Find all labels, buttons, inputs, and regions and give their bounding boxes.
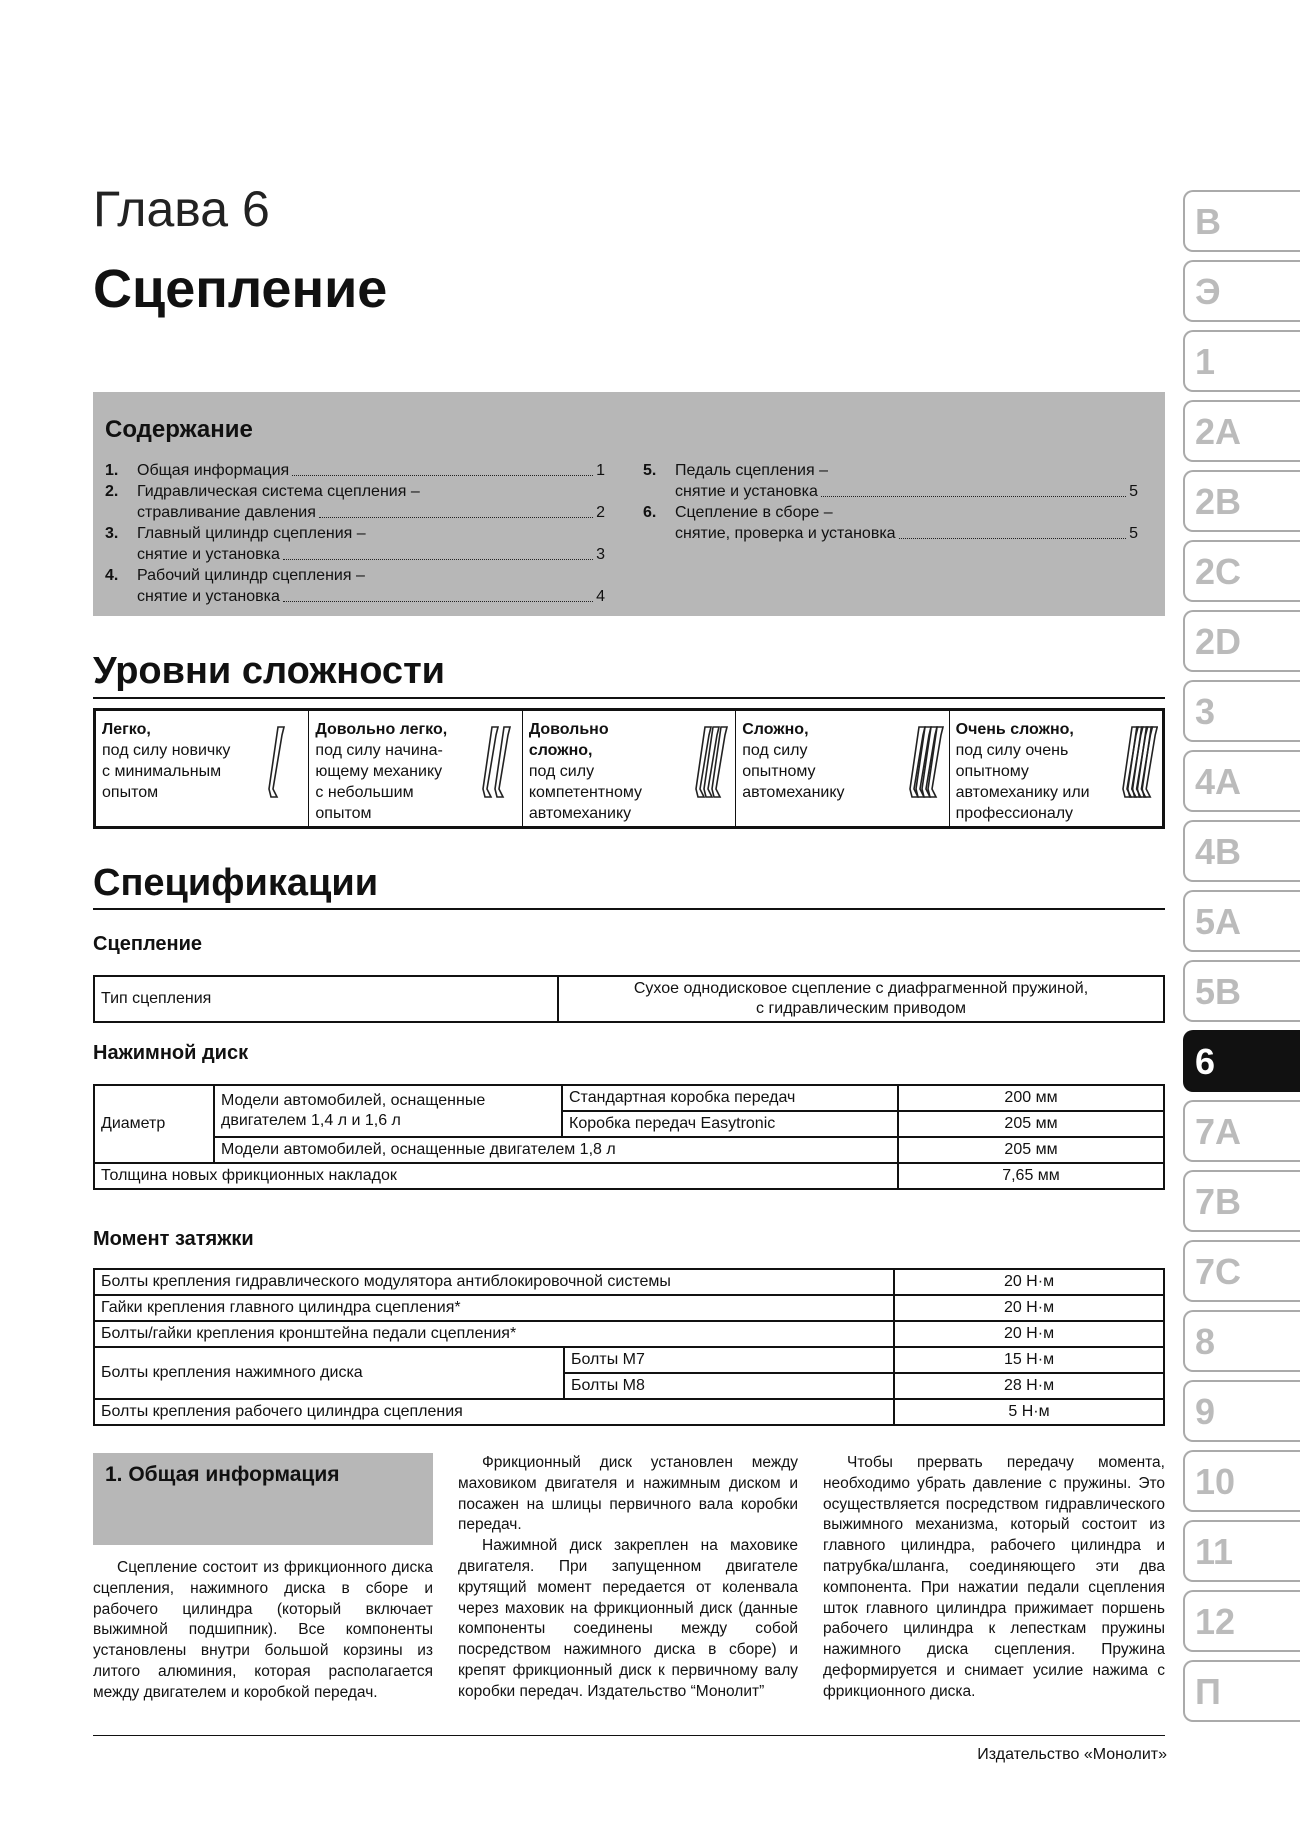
toc-item-line (137, 460, 605, 481)
toc-item-title: Общая информация (137, 462, 290, 479)
leader-dots (821, 481, 1126, 497)
difficulty-desc: профессионалу (955, 805, 1074, 822)
tab-1[interactable]: 1 (1183, 330, 1300, 392)
easytronic-label: Коробка передач Easytronic (562, 1111, 898, 1137)
difficulty-desc: с минимальным (102, 763, 222, 780)
toc-item-text: Главный цилиндр сцепления – (137, 525, 366, 542)
clutch-type-label: Тип сцепления (94, 976, 558, 1022)
difficulty-rule (93, 697, 1165, 699)
tab-2B[interactable]: 2B (1183, 470, 1300, 532)
difficulty-desc: под силу новичку (102, 742, 231, 759)
leader-dots (283, 544, 593, 560)
difficulty-level (522, 711, 735, 826)
table-row (94, 1269, 1164, 1295)
difficulty-desc: под силу очень (955, 742, 1069, 759)
tab-4B[interactable]: 4B (1183, 820, 1300, 882)
toc-item-page: 5 (1129, 483, 1138, 500)
toc-item[interactable] (105, 565, 605, 607)
toc-item-number: 6. (643, 504, 657, 521)
toc-item-number: 4. (105, 567, 119, 584)
models-14-16: Модели автомобилей, оснащенные двигателем 1,4 л и 1,6 л (214, 1085, 562, 1137)
difficulty-desc: опытному (742, 763, 816, 780)
tab-4A[interactable]: 4A (1183, 750, 1300, 812)
wrench-icon (909, 723, 945, 801)
torque-label: Болты крепления гидравлического модулятора антиблокировочной системы (94, 1269, 894, 1295)
tab-9[interactable]: 9 (1183, 1380, 1300, 1442)
table-row (94, 1163, 1164, 1189)
difficulty-desc: опытом (102, 784, 159, 801)
section-title: 1. Общая информация (105, 1463, 340, 1486)
difficulty-desc: автомеханику или (955, 784, 1090, 801)
clutch-type-value-line-1: Сухое однодисковое сцепление с диафрагменной пружиной, (633, 980, 1089, 997)
table-row (94, 1085, 1164, 1111)
footer-rule (93, 1735, 1165, 1736)
torque-subheading: Момент затяжки (93, 1228, 254, 1250)
text-column-2 (458, 1453, 798, 1703)
tab-В[interactable]: В (1183, 190, 1300, 252)
toc-item-title: снятие и установка (137, 588, 280, 605)
tab-7C[interactable]: 7C (1183, 1240, 1300, 1302)
clutch-table (93, 975, 1165, 1023)
difficulty-label: Легко, (102, 721, 151, 738)
wrench-icon (268, 723, 304, 801)
wrench-icon (1122, 723, 1158, 801)
toc-item[interactable] (105, 460, 605, 481)
toc-right-column (643, 460, 1138, 544)
toc-item-text: Гидравлическая система сцепления – (137, 483, 420, 500)
difficulty-desc: опытом (315, 805, 372, 822)
section-heading-box (93, 1453, 433, 1545)
toc-item-text: Сцепление в сборе – (675, 504, 833, 521)
models-18-value: 205 мм (898, 1137, 1164, 1163)
footer-publisher: Издательство «Монолит» (977, 1746, 1167, 1763)
difficulty-desc: компетентному (528, 784, 643, 801)
toc-item-title: стравливание давления (137, 504, 316, 521)
paragraph: Чтобы прервать передачу момента, необходимо убрать давление с пружины. Это осуществляется посредством гидравлического выжимного механизма, который состоит из главного цилиндра, рабочего цилиндра и патрубка/шланга, соединяющего эти два компонента. При нажатии педали сцепления шток главного цилиндра прижимает поршень рабочего цилиндра к лепесткам пружины нажимного диска сцепления. Пружина деформируется и снимает усилие нажима с фрикционного диска. (823, 1454, 1165, 1700)
difficulty-label: Сложно, (742, 721, 809, 738)
tab-8[interactable]: 8 (1183, 1310, 1300, 1372)
tab-2C[interactable]: 2C (1183, 540, 1300, 602)
toc-item-title: снятие, проверка и установка (675, 525, 896, 542)
difficulty-label: Довольно (528, 721, 609, 738)
tab-5B[interactable]: 5B (1183, 960, 1300, 1022)
toc-item-number: 2. (105, 483, 119, 500)
torque-sublabel: Болты М8 (564, 1373, 894, 1399)
toc-item-line (675, 481, 1138, 502)
toc-item-line (137, 502, 605, 523)
torque-value: 20 Н·м (894, 1295, 1164, 1321)
toc-item-page: 3 (596, 546, 605, 563)
toc-item[interactable] (105, 523, 605, 565)
tab-7A[interactable]: 7A (1183, 1100, 1300, 1162)
difficulty-level (949, 711, 1162, 826)
tab-6[interactable]: 6 (1183, 1030, 1300, 1092)
paragraph: Нажимной диск закреплен на маховике двигателя. При запущенном двигателе крутящий момент передается от коленвала через маховик на фрикционный диск (данные компоненты соединены между собой посредством нажимного диска в сборе) и крепят фрикционный диск к первичному валу коробки передач. Издательство “Монолит” (458, 1537, 798, 1700)
toc-item-page: 1 (596, 462, 605, 479)
paragraph: Фрикционный диск установлен между маховиком двигателя и нажимным диском и посажен на шлицы первичного вала коробки передач. (458, 1454, 798, 1534)
toc-item-number: 3. (105, 525, 119, 542)
lining-label: Толщина новых фрикционных накладок (94, 1163, 898, 1189)
tab-12[interactable]: 12 (1183, 1590, 1300, 1652)
page-title: Сцепление (93, 259, 388, 319)
torque-value: 20 Н·м (894, 1269, 1164, 1295)
toc-heading: Содержание (105, 416, 253, 443)
difficulty-desc: опытному (955, 763, 1029, 780)
pressure-plate-table (93, 1084, 1165, 1190)
tab-П[interactable]: П (1183, 1660, 1300, 1722)
diameter-label: Диаметр (94, 1085, 214, 1163)
torque-label: Болты/гайки крепления кронштейна педали сцепления* (94, 1321, 894, 1347)
toc-item-title: снятие и установка (137, 546, 280, 563)
clutch-subheading: Сцепление (93, 933, 203, 955)
toc-item[interactable] (105, 481, 605, 523)
toc-left-column (105, 460, 605, 607)
wrench-icon (712, 727, 727, 797)
toc-item-number: 1. (105, 462, 119, 479)
toc-item-number: 5. (643, 462, 657, 479)
table-row (94, 1295, 1164, 1321)
toc-item-line (675, 523, 1138, 544)
std-gearbox-value: 200 мм (898, 1085, 1164, 1111)
torque-label: Болты крепления нажимного диска (94, 1347, 564, 1399)
toc-item-line (137, 544, 605, 565)
tab-11[interactable]: 11 (1183, 1520, 1300, 1582)
pressure-plate-subheading: Нажимной диск (93, 1042, 249, 1064)
wrench-icon (269, 727, 284, 797)
torque-value: 20 Н·м (894, 1321, 1164, 1347)
std-gearbox-label: Стандартная коробка передач (562, 1085, 898, 1111)
tab-7B[interactable]: 7B (1183, 1170, 1300, 1232)
models-18: Модели автомобилей, оснащенные двигателем 1,8 л (214, 1137, 898, 1163)
torque-value: 28 Н·м (894, 1373, 1164, 1399)
difficulty-desc: под силу (742, 742, 808, 759)
tab-3[interactable]: 3 (1183, 680, 1300, 742)
difficulty-level (96, 711, 308, 826)
specs-rule (93, 908, 1165, 910)
table-of-contents (93, 392, 1165, 616)
difficulty-desc: с небольшим (315, 784, 414, 801)
difficulty-desc: ющему механику (315, 763, 443, 780)
clutch-type-value-line-2: с гидравлическим приводом (756, 1000, 966, 1017)
toc-item-text: Рабочий цилиндр сцепления – (137, 567, 365, 584)
leader-dots (319, 502, 593, 518)
wrench-icon (495, 727, 510, 797)
toc-item-text: Педаль сцепления – (675, 462, 828, 479)
torque-table (93, 1268, 1165, 1426)
difficulty-desc: автомеханику (528, 805, 632, 822)
difficulty-level (735, 711, 948, 826)
wrench-icon (695, 723, 731, 801)
tab-10[interactable]: 10 (1183, 1450, 1300, 1512)
difficulty-heading: Уровни сложности (93, 650, 446, 692)
text-column-1 (93, 1558, 433, 1704)
tab-Э[interactable]: Э (1183, 260, 1300, 322)
specs-heading: Спецификации (93, 862, 379, 904)
toc-item-page: 5 (1129, 525, 1138, 542)
paragraph: Сцепление состоит из фрикционного диска сцепления, нажимного диска в сборе и рабочего цилиндра (который включает выжимной подшипник). Все компоненты установлены внутри большой корзины из литого алюминия, которая располагается между двигателем и коробкой передач. (93, 1559, 433, 1701)
clutch-type-value (558, 976, 1164, 1022)
difficulty-label: Довольно легко, (315, 721, 448, 738)
toc-item-page: 4 (596, 588, 605, 605)
chapter-number: Глава 6 (93, 181, 270, 237)
difficulty-levels (93, 708, 1165, 829)
tab-2A[interactable]: 2A (1183, 400, 1300, 462)
table-row (94, 1137, 1164, 1163)
leader-dots (283, 586, 593, 602)
toc-item-page: 2 (596, 504, 605, 521)
torque-value: 15 Н·м (894, 1347, 1164, 1373)
torque-sublabel: Болты М7 (564, 1347, 894, 1373)
table-row (94, 1347, 1164, 1373)
wrench-icon (482, 723, 518, 801)
tab-5A[interactable]: 5A (1183, 890, 1300, 952)
toc-item[interactable] (643, 502, 1138, 544)
tab-2D[interactable]: 2D (1183, 610, 1300, 672)
difficulty-label: Очень сложно, (955, 721, 1074, 738)
difficulty-desc: под силу (528, 763, 595, 780)
difficulty-label: сложно, (528, 742, 593, 759)
toc-item[interactable] (643, 460, 1138, 502)
table-row (94, 1321, 1164, 1347)
table-row (94, 976, 1164, 1022)
leader-dots (899, 523, 1127, 539)
difficulty-desc: под силу начина- (315, 742, 443, 759)
toc-item-line (137, 586, 605, 607)
torque-label: Гайки крепления главного цилиндра сцепления* (94, 1295, 894, 1321)
difficulty-level (308, 711, 521, 826)
text-column-3 (823, 1453, 1165, 1703)
easytronic-value: 205 мм (898, 1111, 1164, 1137)
torque-value: 5 Н·м (894, 1399, 1164, 1425)
toc-item-title: снятие и установка (675, 483, 818, 500)
leader-dots (292, 460, 593, 476)
table-row (94, 1399, 1164, 1425)
torque-label: Болты крепления рабочего цилиндра сцепления (94, 1399, 894, 1425)
difficulty-desc: автомеханику (742, 784, 845, 801)
lining-value: 7,65 мм (898, 1163, 1164, 1189)
